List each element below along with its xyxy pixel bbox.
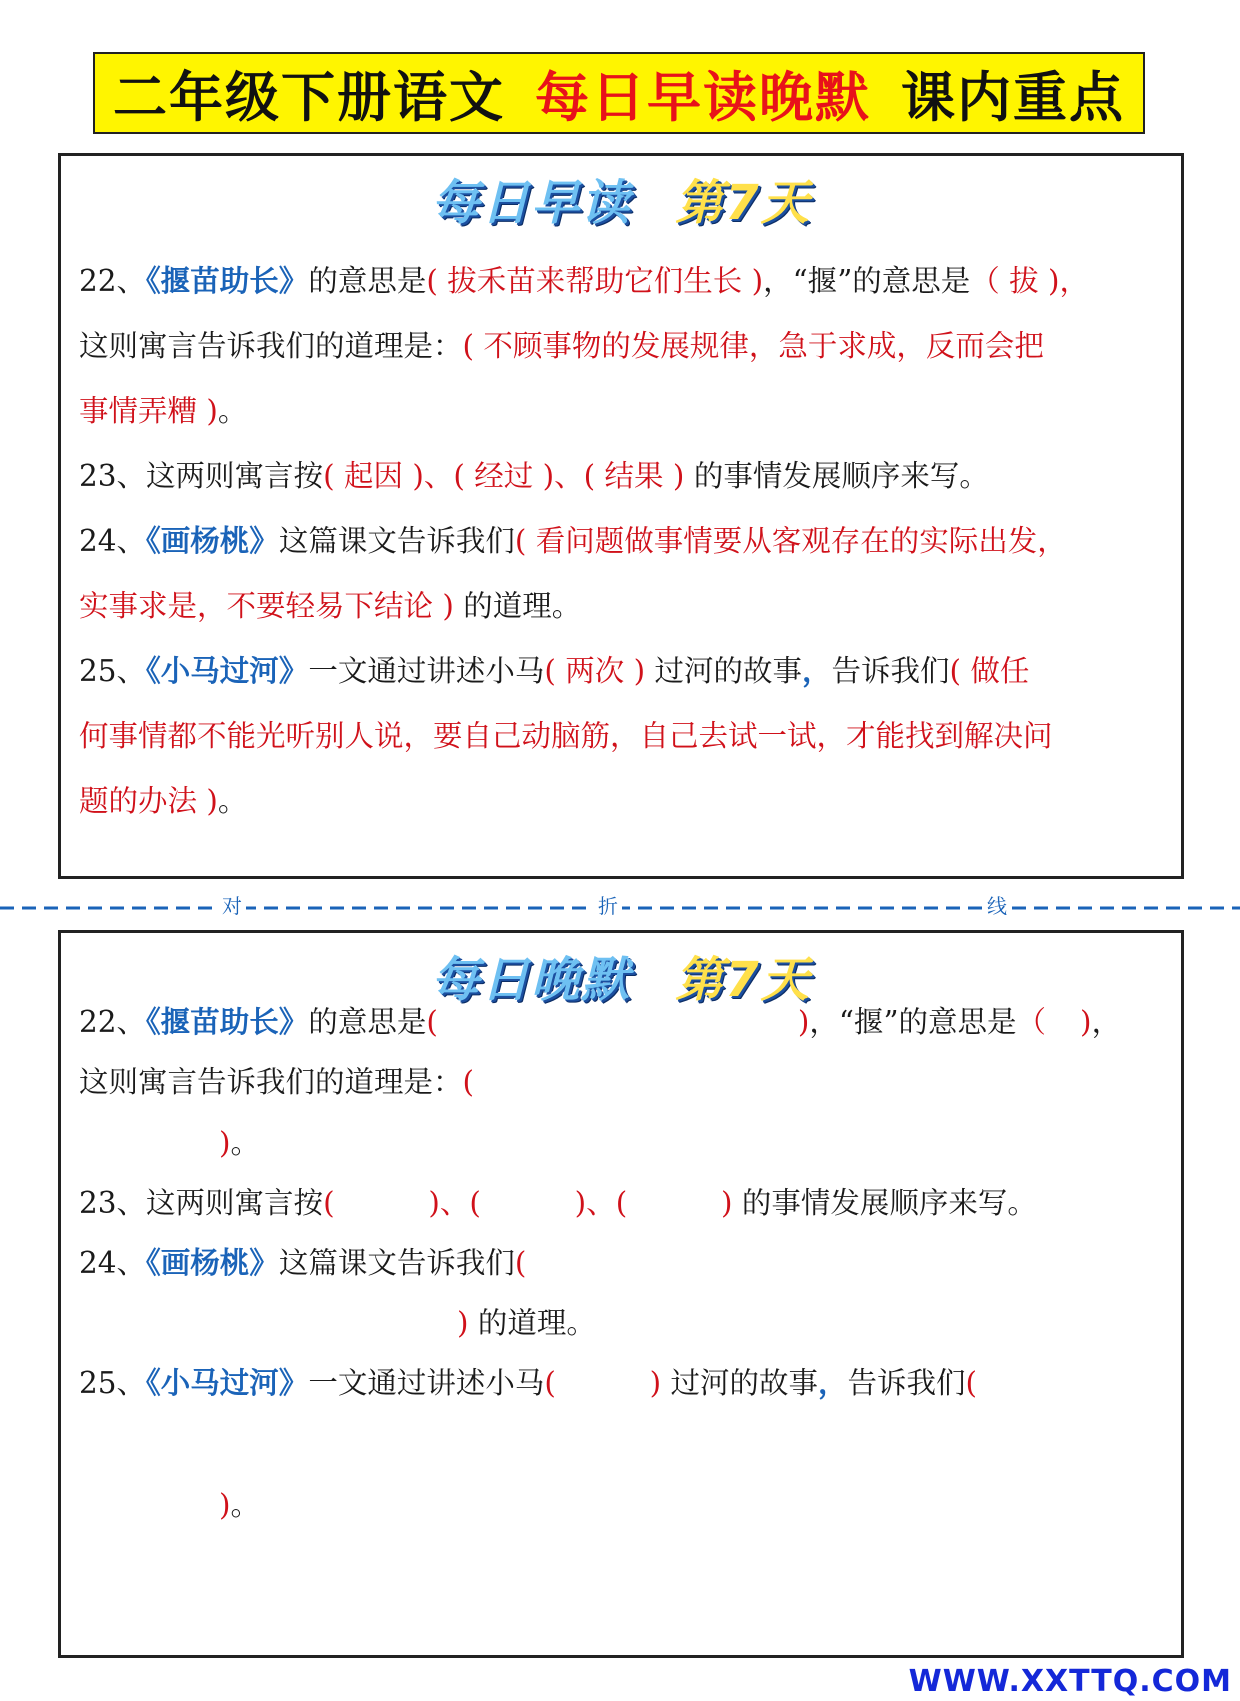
question-text: 过河的故事 bbox=[645, 654, 802, 688]
book-title: 《揠苗助长》 bbox=[146, 264, 309, 298]
answer-text: 事情弄糟 ) bbox=[79, 394, 218, 428]
title-daily: 每日早读晚默 bbox=[535, 65, 871, 129]
question-text: 这篇课文告诉我们 bbox=[278, 524, 515, 558]
question-text: 这则寓言告诉我们的道理是： bbox=[79, 329, 463, 363]
answer-blank-open: ( bbox=[514, 1246, 527, 1280]
answer-blank-close: ) bbox=[1080, 1005, 1092, 1039]
answer-text: 实事求是，不要轻易下结论 ) bbox=[79, 589, 454, 623]
book-title: 《小马过河》 bbox=[146, 1366, 309, 1400]
punctuation: 。 bbox=[217, 394, 248, 428]
evening-q22-line1 bbox=[79, 990, 1169, 1055]
morning-q22-line3 bbox=[79, 379, 1169, 444]
answer-text: 何事情都不能光听别人说，要自己动脑筋，自己去试一试，才能找到解决问 bbox=[79, 719, 1053, 753]
punctuation: ， bbox=[1091, 1005, 1122, 1039]
evening-q24-line1 bbox=[79, 1231, 1169, 1296]
page-title-banner bbox=[93, 52, 1145, 134]
evening-day-label: 第7天 bbox=[675, 952, 811, 1008]
question-text: 这两则寓言按 bbox=[146, 1186, 324, 1220]
book-title: 《小马过河》 bbox=[146, 654, 309, 688]
question-number: 24、 bbox=[79, 524, 147, 558]
morning-reading-panel bbox=[58, 153, 1184, 879]
fold-label-3: 线 bbox=[983, 890, 1011, 919]
question-text: 告诉我们 bbox=[847, 1366, 966, 1400]
question-text: 的意思是 bbox=[308, 1005, 427, 1039]
question-text: 一文通过讲述小马 bbox=[308, 654, 545, 688]
answer-text: ( 起因 ) bbox=[323, 459, 424, 493]
morning-panel-title bbox=[61, 164, 1181, 233]
book-title: 《揠苗助长》 bbox=[146, 1005, 309, 1039]
punctuation: 、 bbox=[586, 1186, 616, 1220]
answer-blank[interactable]: ( ) bbox=[323, 1186, 440, 1220]
question-text: ，“揠”的意思是 bbox=[763, 264, 971, 298]
evening-q23 bbox=[79, 1171, 1169, 1236]
answer-text: ( 经过 ) bbox=[453, 459, 555, 493]
question-number: 22、 bbox=[79, 1005, 147, 1039]
fold-label-2: 折 bbox=[594, 890, 622, 919]
morning-q25-line1 bbox=[79, 639, 1169, 704]
question-text: 的道理。 bbox=[453, 589, 582, 623]
punctuation: 、 bbox=[439, 1186, 470, 1220]
punctuation: ， bbox=[1059, 264, 1090, 298]
answer-text: ( 结果 ) bbox=[583, 459, 685, 493]
punctuation: 、 bbox=[423, 459, 454, 493]
question-text: 这两则寓言按 bbox=[146, 459, 324, 493]
question-number: 25、 bbox=[79, 654, 147, 688]
morning-q23 bbox=[79, 444, 1169, 509]
answer-text: ( 看问题做事情要从客观存在的实际出发， bbox=[514, 524, 1067, 558]
answer-blank-close: ) bbox=[219, 1488, 231, 1522]
answer-text: 题的办法 ) bbox=[79, 784, 218, 818]
answer-blank-close: ) bbox=[457, 1306, 469, 1340]
answer-blank-close: ) bbox=[219, 1126, 231, 1160]
title-key-points: 课内重点 bbox=[901, 65, 1125, 129]
question-text: 的事情发展顺序来写。 bbox=[732, 1186, 1037, 1220]
morning-q25-line2 bbox=[79, 704, 1169, 769]
evening-q22-line2 bbox=[79, 1050, 1169, 1115]
question-text: 一文通过讲述小马 bbox=[308, 1366, 545, 1400]
answer-blank-open: ( bbox=[462, 1065, 475, 1099]
question-number: 22、 bbox=[79, 264, 147, 298]
answer-blank-open: ( bbox=[426, 1005, 438, 1039]
site-url-watermark: WWW.XXTTQ.COM bbox=[908, 1664, 1232, 1699]
punctuation: 。 bbox=[230, 1488, 261, 1522]
punctuation: 、 bbox=[554, 459, 584, 493]
answer-blank[interactable]: ( ) bbox=[469, 1186, 587, 1220]
evening-q25-line1 bbox=[79, 1351, 1169, 1416]
evening-q22-line3 bbox=[79, 1111, 1169, 1176]
morning-title-text: 每日早读 bbox=[431, 175, 632, 231]
morning-q22-line1 bbox=[79, 249, 1169, 314]
answer-blank[interactable]: ( ) bbox=[544, 1366, 662, 1400]
question-text: ，“揠”的意思是 bbox=[809, 1005, 1017, 1039]
question-text: 告诉我们 bbox=[831, 654, 950, 688]
question-number: 24、 bbox=[79, 1246, 147, 1280]
punctuation: ， bbox=[818, 1366, 848, 1400]
fold-label-1: 对 bbox=[218, 890, 246, 919]
book-title: 《画杨桃》 bbox=[146, 1246, 279, 1280]
title-grade: 二年级下册语文 bbox=[113, 65, 505, 129]
morning-q24-line2 bbox=[79, 574, 1169, 639]
morning-q24-line1 bbox=[79, 509, 1169, 574]
question-text: 的道理。 bbox=[468, 1306, 596, 1340]
question-number: 23、 bbox=[79, 1186, 147, 1220]
question-number: 23、 bbox=[79, 459, 147, 493]
morning-day-label: 第7天 bbox=[675, 175, 811, 231]
punctuation: ， bbox=[802, 654, 832, 688]
question-text: 这则寓言告诉我们的道理是： bbox=[79, 1065, 463, 1099]
answer-text: ( 不顾事物的发展规律，急于求成，反而会把 bbox=[462, 329, 1044, 363]
question-text: 过河的故事 bbox=[661, 1366, 819, 1400]
answer-blank[interactable]: ( ) bbox=[615, 1186, 733, 1220]
evening-q24-line2 bbox=[79, 1291, 1169, 1356]
answer-text: ( 做任 bbox=[949, 654, 1030, 688]
punctuation: 。 bbox=[230, 1126, 261, 1160]
book-title: 《画杨桃》 bbox=[146, 524, 279, 558]
evening-dictation-panel bbox=[58, 930, 1184, 1658]
answer-blank-open: （ bbox=[1016, 1005, 1047, 1039]
question-text: 的意思是 bbox=[308, 264, 427, 298]
evening-title-text: 每日晚默 bbox=[431, 952, 632, 1008]
punctuation: 。 bbox=[217, 784, 248, 818]
evening-q25-line3 bbox=[79, 1473, 1169, 1538]
answer-blank-close: ) bbox=[797, 1005, 810, 1039]
answer-text: （ 拔 ) bbox=[970, 264, 1060, 298]
morning-q25-line3 bbox=[79, 769, 1169, 834]
morning-q22-line2 bbox=[79, 314, 1169, 379]
answer-blank-open: ( bbox=[965, 1366, 978, 1400]
answer-text: ( 两次 ) bbox=[544, 654, 646, 688]
question-number: 25、 bbox=[79, 1366, 147, 1400]
question-text: 的事情发展顺序来写。 bbox=[684, 459, 989, 493]
answer-text: ( 拔禾苗来帮助它们生长 ) bbox=[426, 264, 764, 298]
question-text: 这篇课文告诉我们 bbox=[278, 1246, 515, 1280]
